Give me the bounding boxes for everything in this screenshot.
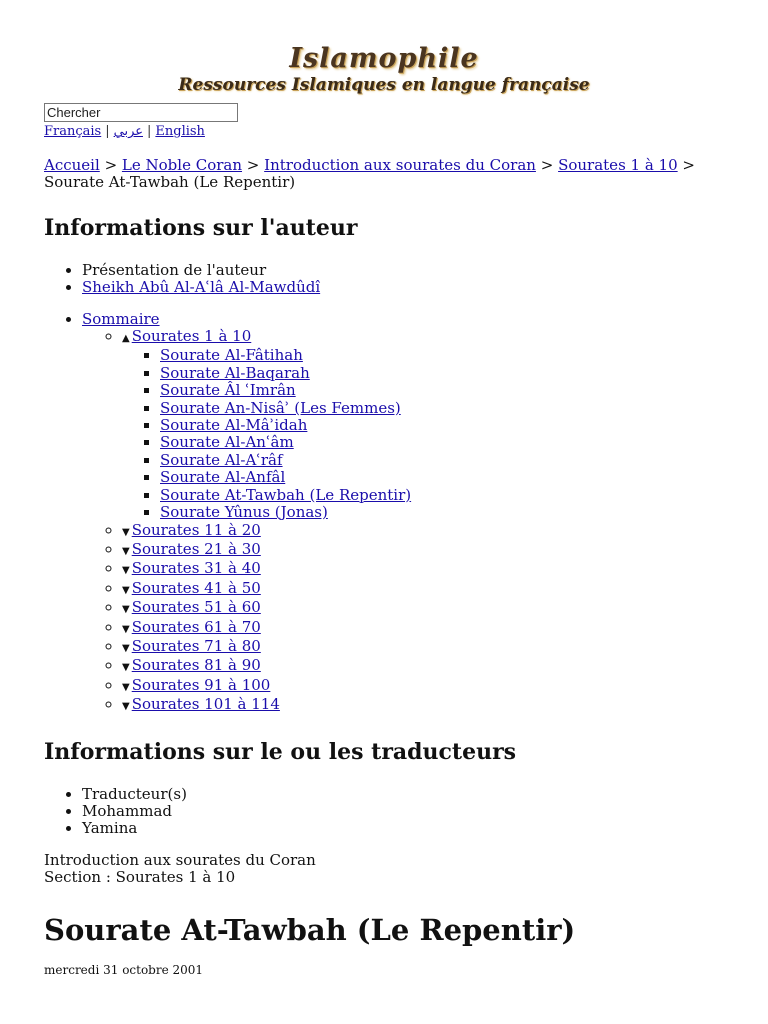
list-item xyxy=(160,365,724,382)
list-item xyxy=(160,452,724,469)
toc-group-collapsed xyxy=(122,599,724,618)
breadcrumb-coran[interactable]: Le Noble Coran xyxy=(121,156,243,174)
breadcrumb xyxy=(44,157,724,192)
author-link[interactable]: Sheikh Abû Al-Aʿlâ Al-Mawdûdî xyxy=(82,278,321,297)
toc-surah-link[interactable]: Sourate Al-Mâʾidah xyxy=(160,416,308,435)
toc-surah-list xyxy=(122,347,724,521)
list-item xyxy=(160,400,724,417)
breadcrumb-home[interactable]: Accueil xyxy=(44,156,100,174)
breadcrumb-separator: > xyxy=(540,156,554,174)
search-input[interactable] xyxy=(44,103,238,122)
expand-triangle-icon[interactable]: ▼ xyxy=(122,681,130,693)
toc-group-link[interactable]: Sourates 31 à 40 xyxy=(131,559,261,578)
toc-surah-link[interactable]: Sourate Al-Fâtihah xyxy=(160,346,303,365)
toc-summary-link[interactable]: Sommaire xyxy=(82,309,160,328)
language-switcher xyxy=(44,123,238,141)
list-item xyxy=(160,504,724,521)
toc-group-link[interactable]: Sourates 51 à 60 xyxy=(131,598,261,617)
toc-group-link[interactable]: Sourates 91 à 100 xyxy=(131,675,271,694)
toc-group-collapsed xyxy=(122,657,724,676)
top-bar xyxy=(44,103,238,141)
table-of-contents xyxy=(44,311,724,716)
expand-triangle-icon[interactable]: ▼ xyxy=(122,545,130,557)
expand-triangle-icon[interactable]: ▼ xyxy=(122,584,130,596)
toc-groups xyxy=(82,328,724,716)
toc-group-collapsed xyxy=(122,541,724,560)
toc-group-collapsed xyxy=(122,696,724,715)
article-date: mercredi 31 octobre 2001 xyxy=(44,962,204,977)
toc-surah-link[interactable]: Sourate Al-Baqarah xyxy=(160,363,310,382)
toc-group-link[interactable]: Sourates 1 à 10 xyxy=(131,327,252,346)
toc-group-link[interactable]: Sourates 101 à 114 xyxy=(131,695,280,714)
author-presentation-label: • Présentation de l'auteur xyxy=(82,262,724,279)
list-item xyxy=(160,469,724,486)
translator-item: • Yamina xyxy=(82,820,724,837)
collapse-triangle-icon[interactable]: ▲ xyxy=(122,333,130,345)
toc-group-collapsed xyxy=(122,619,724,638)
list-item xyxy=(82,311,724,716)
toc-group-link[interactable]: Sourates 71 à 80 xyxy=(131,636,261,655)
page-title: Sourate At-Tawbah (Le Repentir) xyxy=(44,912,576,947)
toc-group-collapsed xyxy=(122,580,724,599)
lang-link-french[interactable]: Français xyxy=(44,124,102,139)
author-list xyxy=(44,262,724,297)
translator-item: • Traducteur(s) xyxy=(82,786,724,803)
toc-surah-link[interactable]: Sourate Âl ʿImrân xyxy=(160,381,296,400)
lang-link-english[interactable]: English xyxy=(155,124,205,139)
translator-item: • Mohammad xyxy=(82,803,724,820)
expand-triangle-icon[interactable]: ▼ xyxy=(122,701,130,713)
lang-separator: | xyxy=(147,124,152,139)
toc-surah-link[interactable]: Sourate At-Tawbah (Le Repentir) xyxy=(160,485,412,504)
breadcrumb-separator: > xyxy=(104,156,118,174)
toc-group-link[interactable]: Sourates 11 à 20 xyxy=(131,520,261,539)
expand-triangle-icon[interactable]: ▼ xyxy=(122,565,130,577)
toc-surah-link[interactable]: Sourate Al-Aʿrâf xyxy=(160,450,283,469)
expand-triangle-icon[interactable]: ▼ xyxy=(122,623,130,635)
expand-triangle-icon[interactable]: ▼ xyxy=(122,642,130,654)
translator-heading: Informations sur le ou les traducteurs xyxy=(44,738,517,765)
article-category: Introduction aux sourates du Coran xyxy=(44,850,316,869)
toc-surah-link[interactable]: Sourate An-Nisâʾ (Les Femmes) xyxy=(160,398,401,417)
toc-surah-link[interactable]: Sourate Yûnus (Jonas) xyxy=(160,503,328,522)
expand-triangle-icon[interactable]: ▼ xyxy=(122,604,130,616)
breadcrumb-sourates-1-10[interactable]: Sourates 1 à 10 xyxy=(558,156,678,174)
toc-surah-link[interactable]: Sourate Al-Anʿâm xyxy=(160,433,294,452)
expand-triangle-icon[interactable]: ▼ xyxy=(122,662,130,674)
breadcrumb-separator: > xyxy=(246,156,260,174)
article-section: Section : Sourates 1 à 10 xyxy=(44,868,236,887)
translator-list xyxy=(44,786,724,838)
list-item xyxy=(160,434,724,451)
toc-group-link[interactable]: Sourates 21 à 30 xyxy=(131,539,261,558)
main-content xyxy=(44,157,724,978)
list-item xyxy=(160,487,724,504)
lang-separator: | xyxy=(105,124,110,139)
list-item xyxy=(160,347,724,364)
list-item xyxy=(160,382,724,399)
toc-group-link[interactable]: Sourates 81 à 90 xyxy=(131,656,261,675)
toc-group-collapsed xyxy=(122,522,724,541)
expand-triangle-icon[interactable]: ▼ xyxy=(122,526,130,538)
toc-group-collapsed xyxy=(122,677,724,696)
list-item xyxy=(160,417,724,434)
toc-group-expanded xyxy=(122,328,724,521)
toc-group-link[interactable]: Sourates 61 à 70 xyxy=(131,617,261,636)
toc-group-collapsed xyxy=(122,638,724,657)
toc-group-link[interactable]: Sourates 41 à 50 xyxy=(131,578,261,597)
site-logo[interactable] xyxy=(0,0,768,100)
toc-surah-link[interactable]: Sourate Al-Anfâl xyxy=(160,468,286,487)
breadcrumb-current: Sourate At-Tawbah (Le Repentir) xyxy=(44,173,296,192)
breadcrumb-separator: > xyxy=(682,156,695,174)
author-heading: Informations sur l'auteur xyxy=(44,214,358,241)
toc-group-collapsed xyxy=(122,560,724,579)
site-title: Islamophile xyxy=(289,43,479,74)
lang-link-arabic[interactable]: عربي xyxy=(113,124,143,139)
site-tagline: Ressources Islamiques en langue française xyxy=(178,75,590,95)
breadcrumb-introduction[interactable]: Introduction aux sourates du Coran xyxy=(264,156,536,174)
list-item xyxy=(82,279,724,296)
